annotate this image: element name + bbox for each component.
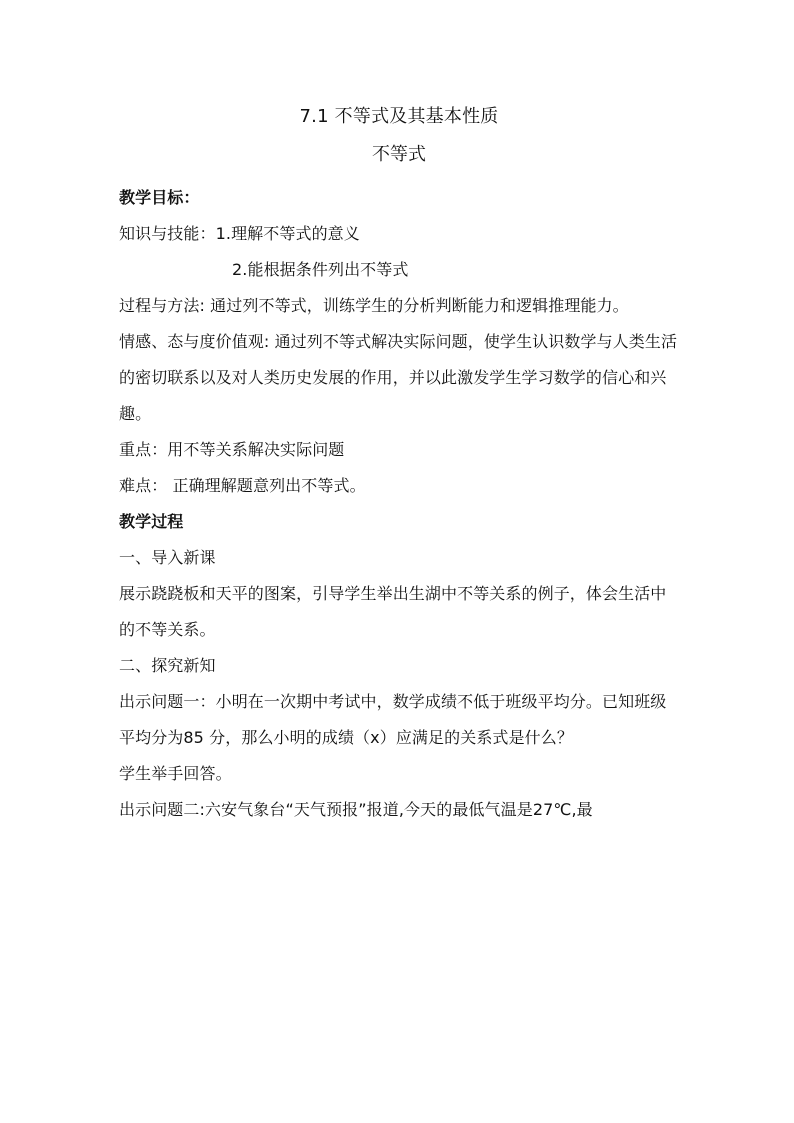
- document-content: [119, 98, 679, 828]
- knowledge-skill-line-1: 知识与技能：1.理解不等式的意义: [119, 224, 360, 243]
- knowledge-skill-line-2: 2.能根据条件列出不等式: [232, 260, 409, 279]
- section-one-heading: 一、导入新课: [119, 548, 216, 567]
- document-title: 7.1 不等式及其基本性质: [299, 106, 499, 127]
- student-answer-line: 学生举手回答。: [119, 764, 232, 783]
- teaching-process-heading: 教学过程: [119, 512, 184, 531]
- question-one-paragraph: 出示问题一：小明在一次期中考试中，数学成绩不低于班级平均分。已知班级平均分为85 分，那么小明的成绩（x）应满足的关系式是什么？: [119, 692, 667, 747]
- document-subtitle: 不等式: [372, 144, 426, 165]
- teaching-goals-heading: 教学目标：: [119, 188, 200, 207]
- process-method-paragraph: 过程与方法: 通过列不等式，训练学生的分析判断能力和逻辑推理能力。: [119, 296, 629, 315]
- question-two-paragraph: 出示问题二:六安气象台“天气预报”报道,今天的最低气温是27℃,最: [119, 800, 593, 819]
- key-point-line: 重点：用不等关系解决实际问题: [119, 440, 345, 459]
- difficult-point-line: 难点： 正确理解题意列出不等式。: [119, 476, 366, 495]
- section-two-heading: 二、探究新知: [119, 656, 216, 675]
- emotion-value-paragraph: 情感、态与度价值观: 通过列不等式解决实际问题，使学生认识数学与人类生活的密切联系以及对人类历史发展的作用，并以此激发学生学习数学的信心和兴趣。: [119, 332, 678, 423]
- introduction-paragraph: 展示跷跷板和天平的图案，引导学生举出生湖中不等关系的例子，体会生活中的不等关系。: [119, 584, 667, 639]
